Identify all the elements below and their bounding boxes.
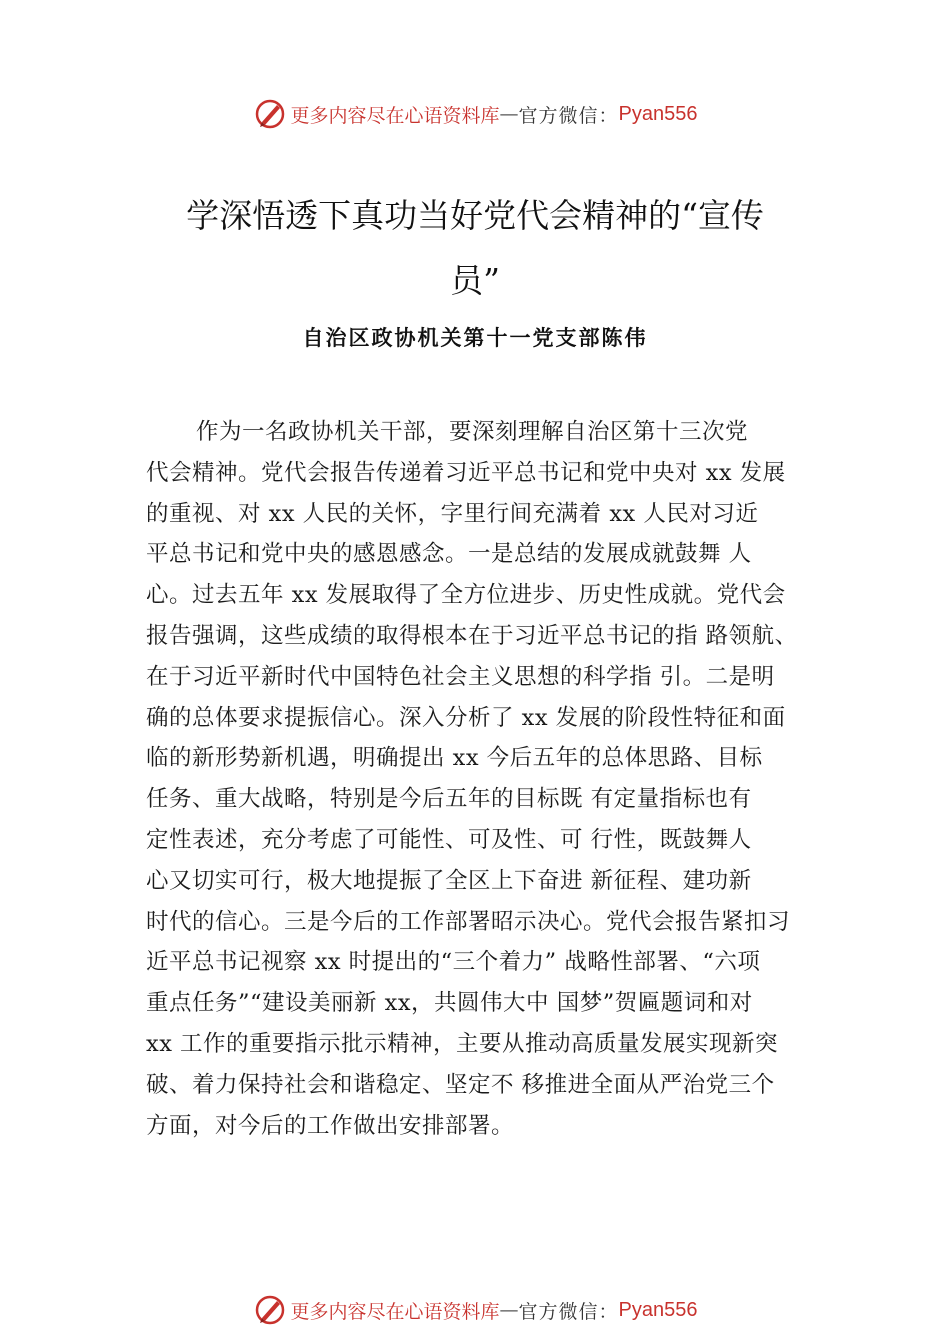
header-banner: [0, 94, 950, 134]
footer-banner: [0, 1290, 950, 1330]
body-line: 定性表述，充分考虑了可能性、可及性、可 行性，既鼓舞人: [146, 827, 752, 853]
body-line: 心。过去五年 xx 发展取得了全方位进步、历史性成就。党代会: [146, 582, 786, 609]
document-title-line-2: 员”: [450, 261, 500, 300]
banner-wechat-id: Pyan556: [618, 102, 698, 125]
body-line: 的重视、对 xx 人民的关怀，字里行间充满着 xx 人民对习近: [146, 500, 759, 527]
body-line: 临的新形势新机遇，明确提出 xx 今后五年的总体思路、目标: [146, 745, 763, 772]
banner-dash: —: [499, 103, 519, 125]
body-line: 报告强调，这些成绩的取得根本在于习近平总书记的指 路领航、: [146, 623, 798, 649]
banner-library-text: 更多内容尽在心语资料库: [290, 1300, 500, 1323]
body-line: 时代的信心。三是今后的工作部署昭示决心。党代会报告紧扣习: [146, 908, 791, 935]
body-line: 重点任务”“建设美丽新 xx，共圆伟大中 国梦”贺匾题词和对: [146, 990, 753, 1017]
banner-dash: —: [499, 1299, 519, 1321]
banner-wechat-id: Pyan556: [618, 1298, 698, 1321]
pen-logo-icon: [253, 97, 287, 131]
author-line: 自治区政协机关第十一党支部陈伟: [302, 325, 648, 350]
pen-logo-icon: [253, 1293, 287, 1327]
body-line: 心又切实可行，极大地提振了全区上下奋进 新征程、建功新: [146, 867, 752, 894]
body-line: 在于习近平新时代中国特色社会主义思想的科学指 引。二是明: [146, 663, 775, 690]
body-line: 破、着力保持社会和谐稳定、坚定不 移推进全面从严治党三个: [146, 1071, 775, 1098]
body-line: 任务、重大战略，特别是今后五年的目标既 有定量指标也有: [146, 786, 752, 813]
banner-wechat-label: 官方微信：: [518, 1300, 619, 1323]
banner-wechat-label: 官方微信：: [518, 104, 619, 127]
banner-library-text: 更多内容尽在心语资料库: [290, 104, 500, 127]
body-line: 近平总书记视察 xx 时提出的“三个着力” 战略性部署、“六项: [146, 949, 761, 976]
document-title-line-1: 学深悟透下真功当好党代会精神的“宣传: [186, 196, 764, 235]
body-line: 平总书记和党中央的感恩感念。一是总结的发展成就鼓舞 人: [146, 541, 752, 568]
body-line: xx 工作的重要指示批示精神，主要从推动高质量发展实现新突: [146, 1031, 779, 1057]
body-line: 作为一名政协机关干部，要深刻理解自治区第十三次党: [196, 419, 749, 445]
body-line: 代会精神。党代会报告传递着习近平总书记和党中央对 xx 发展: [146, 459, 786, 486]
body-line: 确的总体要求提振信心。深入分析了 xx 发展的阶段性特征和面: [146, 704, 786, 731]
body-line: 方面，对今后的工作做出安排部署。: [146, 1112, 515, 1139]
